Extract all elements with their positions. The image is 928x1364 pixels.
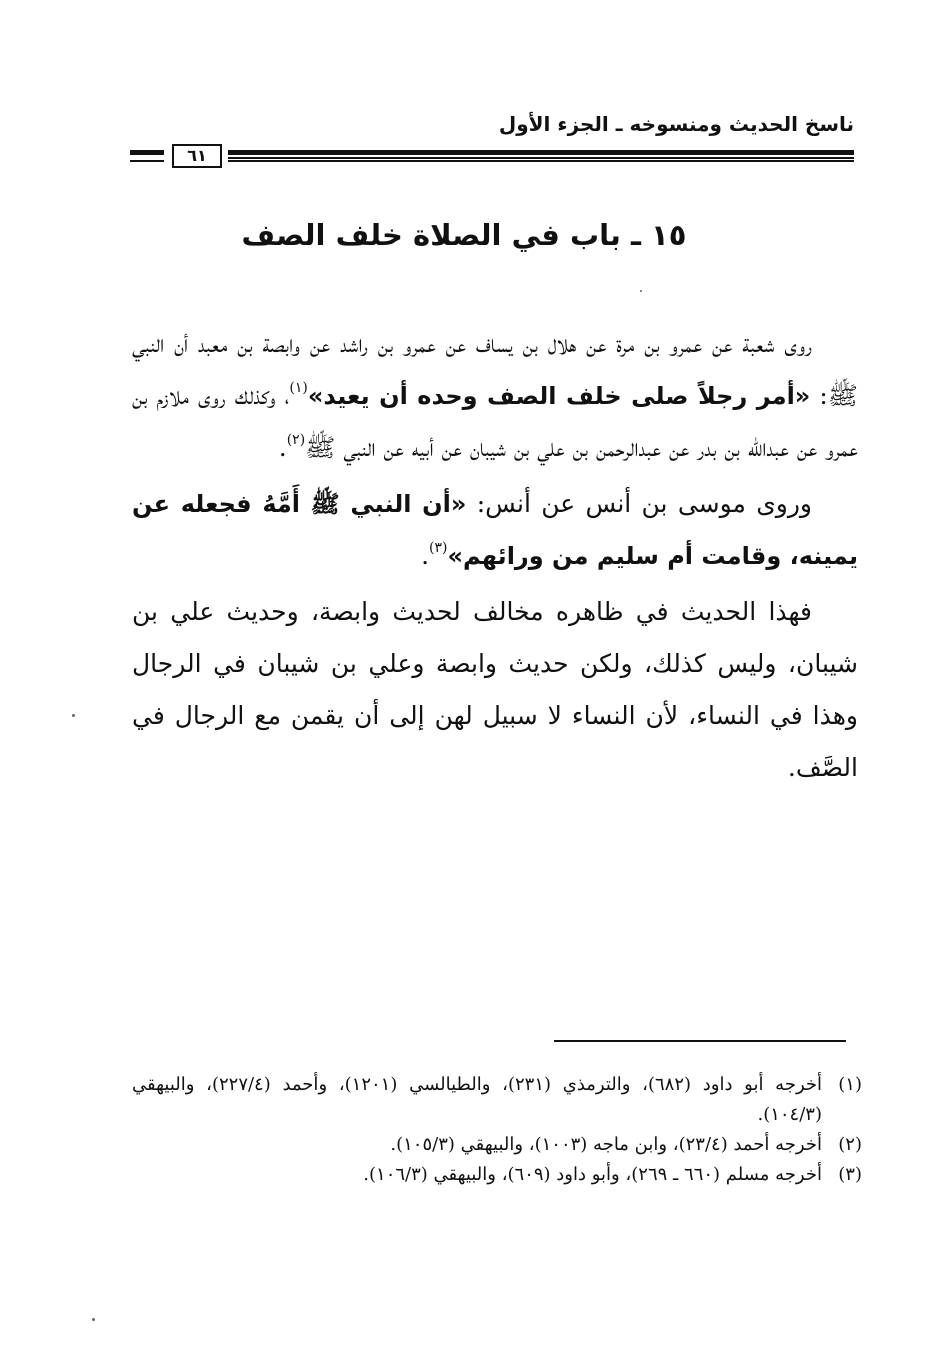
header-rule-long [228, 150, 854, 162]
scan-speck [72, 714, 75, 717]
footnote-number: (٣) [838, 1164, 862, 1185]
footnote-ref-2: (٢) [286, 432, 306, 448]
p2-text-a: وروى موسى بن أنس عن أنس: [466, 489, 812, 518]
footnote-text: أخرجه أحمد (٢٣/٤)، وابن ماجه (١٠٠٣)، والبيهقي (١٠٥/٣). [390, 1134, 822, 1155]
p1-hadith-quote: «أمر رجلاً صلى خلف الصف وحده أن يعيد» [307, 382, 811, 410]
body-text [132, 318, 858, 794]
p2-text-d: . [421, 541, 430, 570]
p3-text: فهذا الحديث في ظاهره مخالف لحديث وابصة، وحديث علي بن شيبان، وليس كذلك، ولكن حديث وابصة وعلي بن شيبان في الرجال وهذا في النساء، لأن النساء لا سبيل لهن إلى أن يقمن مع الرجال في الصَّف. [132, 597, 858, 782]
footnote-2 [132, 1130, 862, 1160]
paragraph-2 [132, 478, 858, 582]
footnote-ref-1: (١) [289, 380, 308, 396]
p2-hadith-quote: «أن النبي ﷺ أَمَّهُ فجعله عن يمينه، وقامت أم سليم من ورائهم» [132, 490, 858, 570]
footnote-rule [554, 1040, 846, 1042]
footnote-number: (٢) [838, 1134, 862, 1155]
footnote-text: أخرجه أبو داود (٦٨٢)، والترمذي (٢٣١)، والطيالسي (١٢٠١)، وأحمد (٢٢٧/٤)، والبيهقي (١٠٤/٣). [132, 1074, 823, 1125]
scan-speck [640, 290, 642, 292]
header-rule [130, 140, 854, 174]
footnote-3 [132, 1160, 862, 1190]
running-title: ناسخ الحديث ومنسوخه ـ الجزء الأول [498, 112, 854, 136]
p1-text-f: . [278, 433, 287, 462]
footnote-text: أخرجه مسلم (٦٦٠ ـ ٢٦٩)، وأبو داود (٦٠٩)، والبيهقي (١٠٦/٣). [363, 1164, 822, 1185]
chapter-heading: ١٥ ـ باب في الصلاة خلف الصف [241, 218, 687, 252]
paragraph-3 [132, 586, 858, 794]
p1-text-a: روى شعبة عن عمرو بن مرة عن هلال بن يساف عن عمرو بن راشد عن وابصة بن معبد أن النبي ﷺ: [132, 329, 859, 410]
footnote-ref-3: (٣) [429, 540, 448, 556]
scan-speck [92, 1318, 95, 1321]
footnote-1 [132, 1070, 862, 1130]
paragraph-1 [132, 318, 858, 474]
p1-text-d: ، وكذلك روى ملازم بن عمرو عن عبدالله بن بدر عن عبدالرحمن بن علي بن شيبان عن أبيه عن النبي ﷺ [132, 381, 858, 462]
page-number: ٦١ [172, 144, 222, 168]
footnote-number: (١) [838, 1074, 862, 1095]
footnotes [132, 1070, 862, 1190]
header-rule-short [130, 150, 164, 162]
